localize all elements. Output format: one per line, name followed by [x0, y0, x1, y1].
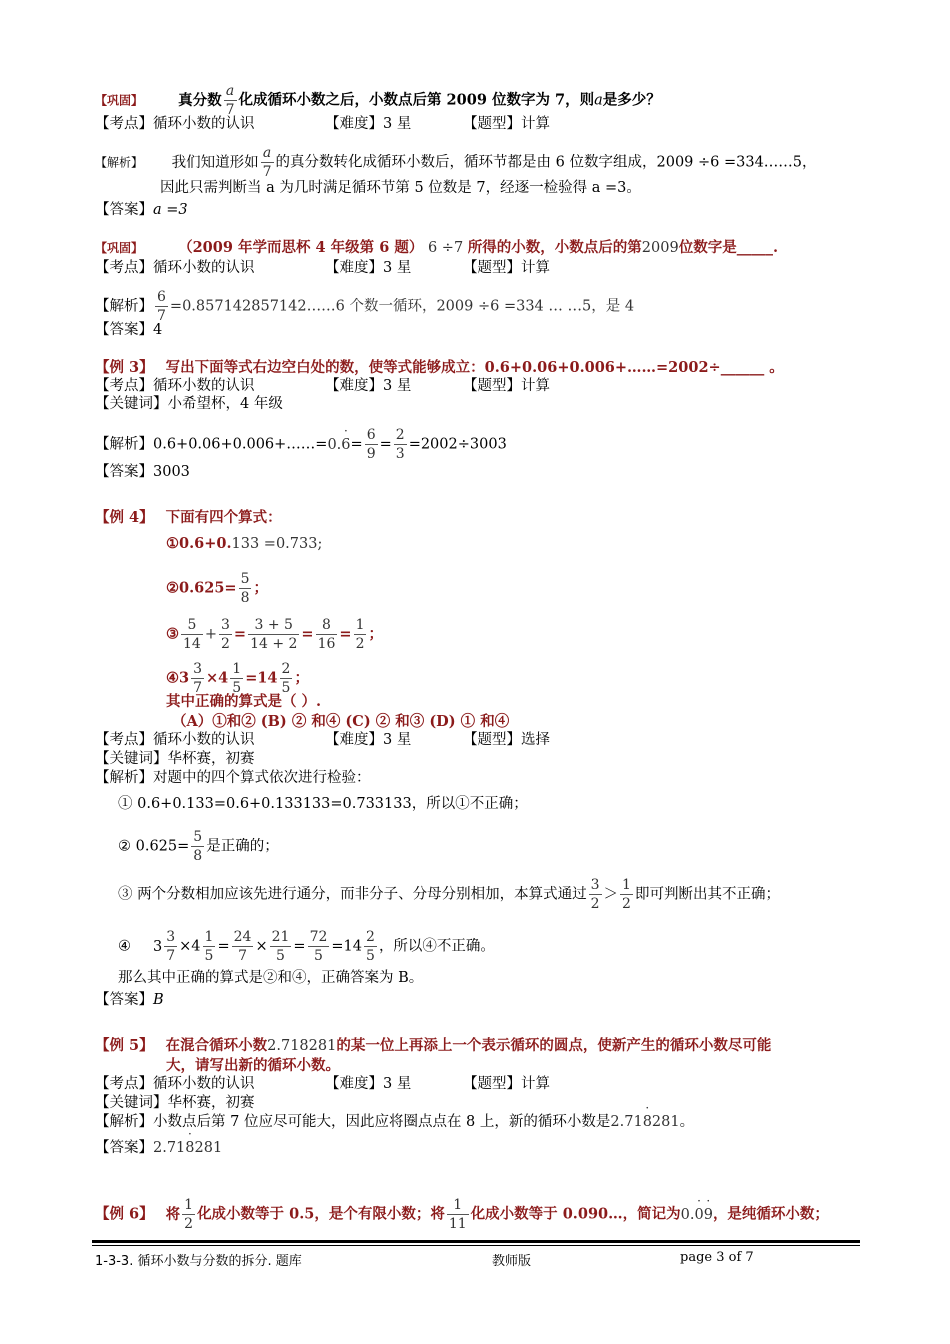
q1-text-pre: 真分数: [178, 91, 222, 109]
q5-jiexi: 【解析】小数点后第 7 位应尽可能大，因此应将圈点点在 8 上，新的循环小数是2.71 · 8281。: [95, 1101, 695, 1130]
footer-page-number: page 3 of 7: [680, 1250, 754, 1265]
q4-step-4: ④ 3 $\frac{3}{7}$ ×4 $\frac{1}{5}$ = $\frac{24}{7}$ × $\frac{21}{5}$ = $\frac{72}{5}$ =14 $\frac{2}{5}$ ，所以④不正确。: [118, 929, 495, 964]
q5-answer: 【答案】2.71 · 8281: [95, 1127, 223, 1156]
q2-kaodian: 循环小数的认识: [153, 260, 255, 276]
q4-expr-2: ②0.625= $\frac{5}{8}$ ；: [166, 571, 268, 606]
q6-question: 【例 6】 将 $\frac{1}{2}$ 化成小数等于 0.5，是个有限小数；将 $\frac{1}{11}$ 化成小数等于 0.090…，简记为0. · 0 · 9，是纯循环小数；: [95, 1193, 829, 1232]
q4-prompt: 其中正确的算式是（ ）.: [166, 693, 322, 710]
q3-answer: 【答案】3003: [95, 464, 190, 480]
q1-jiexi-1: 【解析】 我们知道形如 $\frac{a}{7}$ 的真分数转化成循环小数后，循环节都是由 6 位数字组成，2009 ÷6 =334……5，: [95, 145, 817, 180]
q2-question: 【巩固】 （2009 年学而思杯 4 年级第 6 题） 6 ÷7 所得的小数，小数点后的第2009位数字是_____.: [95, 239, 779, 256]
q4-conclusion: 那么其中正确的算式是②和④，正确答案为 B。: [118, 970, 424, 986]
q5-question-2: 大，请写出新的循环小数。: [166, 1057, 340, 1074]
q2-jiexi: 【解析】 $\frac{6}{7}$ =0.857142857142……6 个数一循环，2009 ÷6 =334 … …5，是 4: [95, 289, 635, 324]
q3-keyword: 【关键词】小希望杯，4 年级: [95, 396, 283, 412]
q1-var: a: [594, 92, 603, 109]
q4-expr-3: ③ $\frac{5}{14}$ + $\frac{3}{2}$ = $\frac{3 + 5}{14 + 2}$ = $\frac{8}{16}$ = $\frac{1}{2}$ ；: [166, 617, 383, 652]
q4-question: 【例 4】 下面有四个算式：: [95, 509, 282, 526]
q5-question-1: 【例 5】 在混合循环小数2.718281的某一位上再添上一个表示循环的圆点，使新产生的循环小数尽可能: [95, 1037, 772, 1054]
footer-rule-thick: [92, 1240, 860, 1243]
q1-answer: 【答案】a =3: [95, 202, 188, 218]
footer-left: 1-3-3. 循环小数与分数的拆分. 题库: [95, 1254, 302, 1269]
q5-meta: 【考点】循环小数的认识 【难度】3 星 【题型】计算: [95, 1076, 550, 1092]
q4-step-1: ① 0.6+0.133=0.6+0.133133=0.733133，所以①不正确；: [118, 796, 528, 812]
q1-kaodian: 循环小数的认识: [153, 116, 255, 132]
q1-label: 【巩固】: [95, 93, 144, 108]
footer-center: 教师版: [492, 1254, 532, 1269]
q1-text-post: 化成循环小数之后，小数点后第 2009 位数字为 7，则: [238, 91, 595, 109]
q1-tixing: 计算: [521, 116, 550, 132]
q1-nandu: 3 星: [383, 116, 412, 132]
q4-jiexi: 【解析】对题中的四个算式依次进行检验：: [95, 770, 371, 786]
q1-jiexi-2: 因此只需判断当 a 为几时满足循环节第 5 位数是 7，经逐一检验得 a =3。: [160, 180, 641, 196]
q4-expr-1: ①0.6+0.133 =0.733;: [166, 535, 323, 552]
q1-meta: 【考点】循环小数的认识 【难度】3 星 【题型】计算: [95, 116, 550, 132]
q3-question: 【例 3】 写出下面等式右边空白处的数，使等式能够成立：0.6+0.06+0.006+……=2002÷______ 。: [95, 359, 784, 376]
q1-fraction: $\frac{a}{7}$: [225, 83, 235, 118]
q4-step-2: ② 0.625= $\frac{5}{8}$ 是正确的；: [118, 829, 279, 864]
footer-rule-thin: [92, 1245, 860, 1246]
q4-meta: 【考点】循环小数的认识 【难度】3 星 【题型】选择: [95, 732, 550, 748]
q2-answer: 【答案】4: [95, 322, 163, 338]
q4-answer: 【答案】B: [95, 992, 164, 1008]
q5-keyword: 【关键词】华杯赛，初赛: [95, 1095, 255, 1111]
q3-jiexi: 【解析】0.6+0.06+0.006+……=0. · 6= $\frac{6}{9}$ = $\frac{2}{3}$ =2002÷3003: [95, 423, 507, 462]
q3-meta: 【考点】循环小数的认识 【难度】3 星 【题型】计算: [95, 378, 550, 394]
q1-text-end: 是多少？: [602, 91, 661, 109]
q2-meta: 【考点】循环小数的认识 【难度】3 星 【题型】计算: [95, 260, 550, 276]
q4-expr-4: ④3 $\frac{3}{7}$ ×4 $\frac{1}{5}$ =14 $\frac{2}{5}$ ；: [166, 661, 309, 696]
q4-step-3: ③ 两个分数相加应该先进行通分，而非分子、分母分别相加，本算式通过 $\frac{3}{2}$ ＞ $\frac{1}{2}$ 即可判断出其不正确；: [118, 877, 780, 912]
q4-keyword: 【关键词】华杯赛，初赛: [95, 751, 255, 767]
q4-options: （A）①和② (B) ② 和④ (C) ② 和③ (D) ① 和④: [172, 713, 510, 730]
